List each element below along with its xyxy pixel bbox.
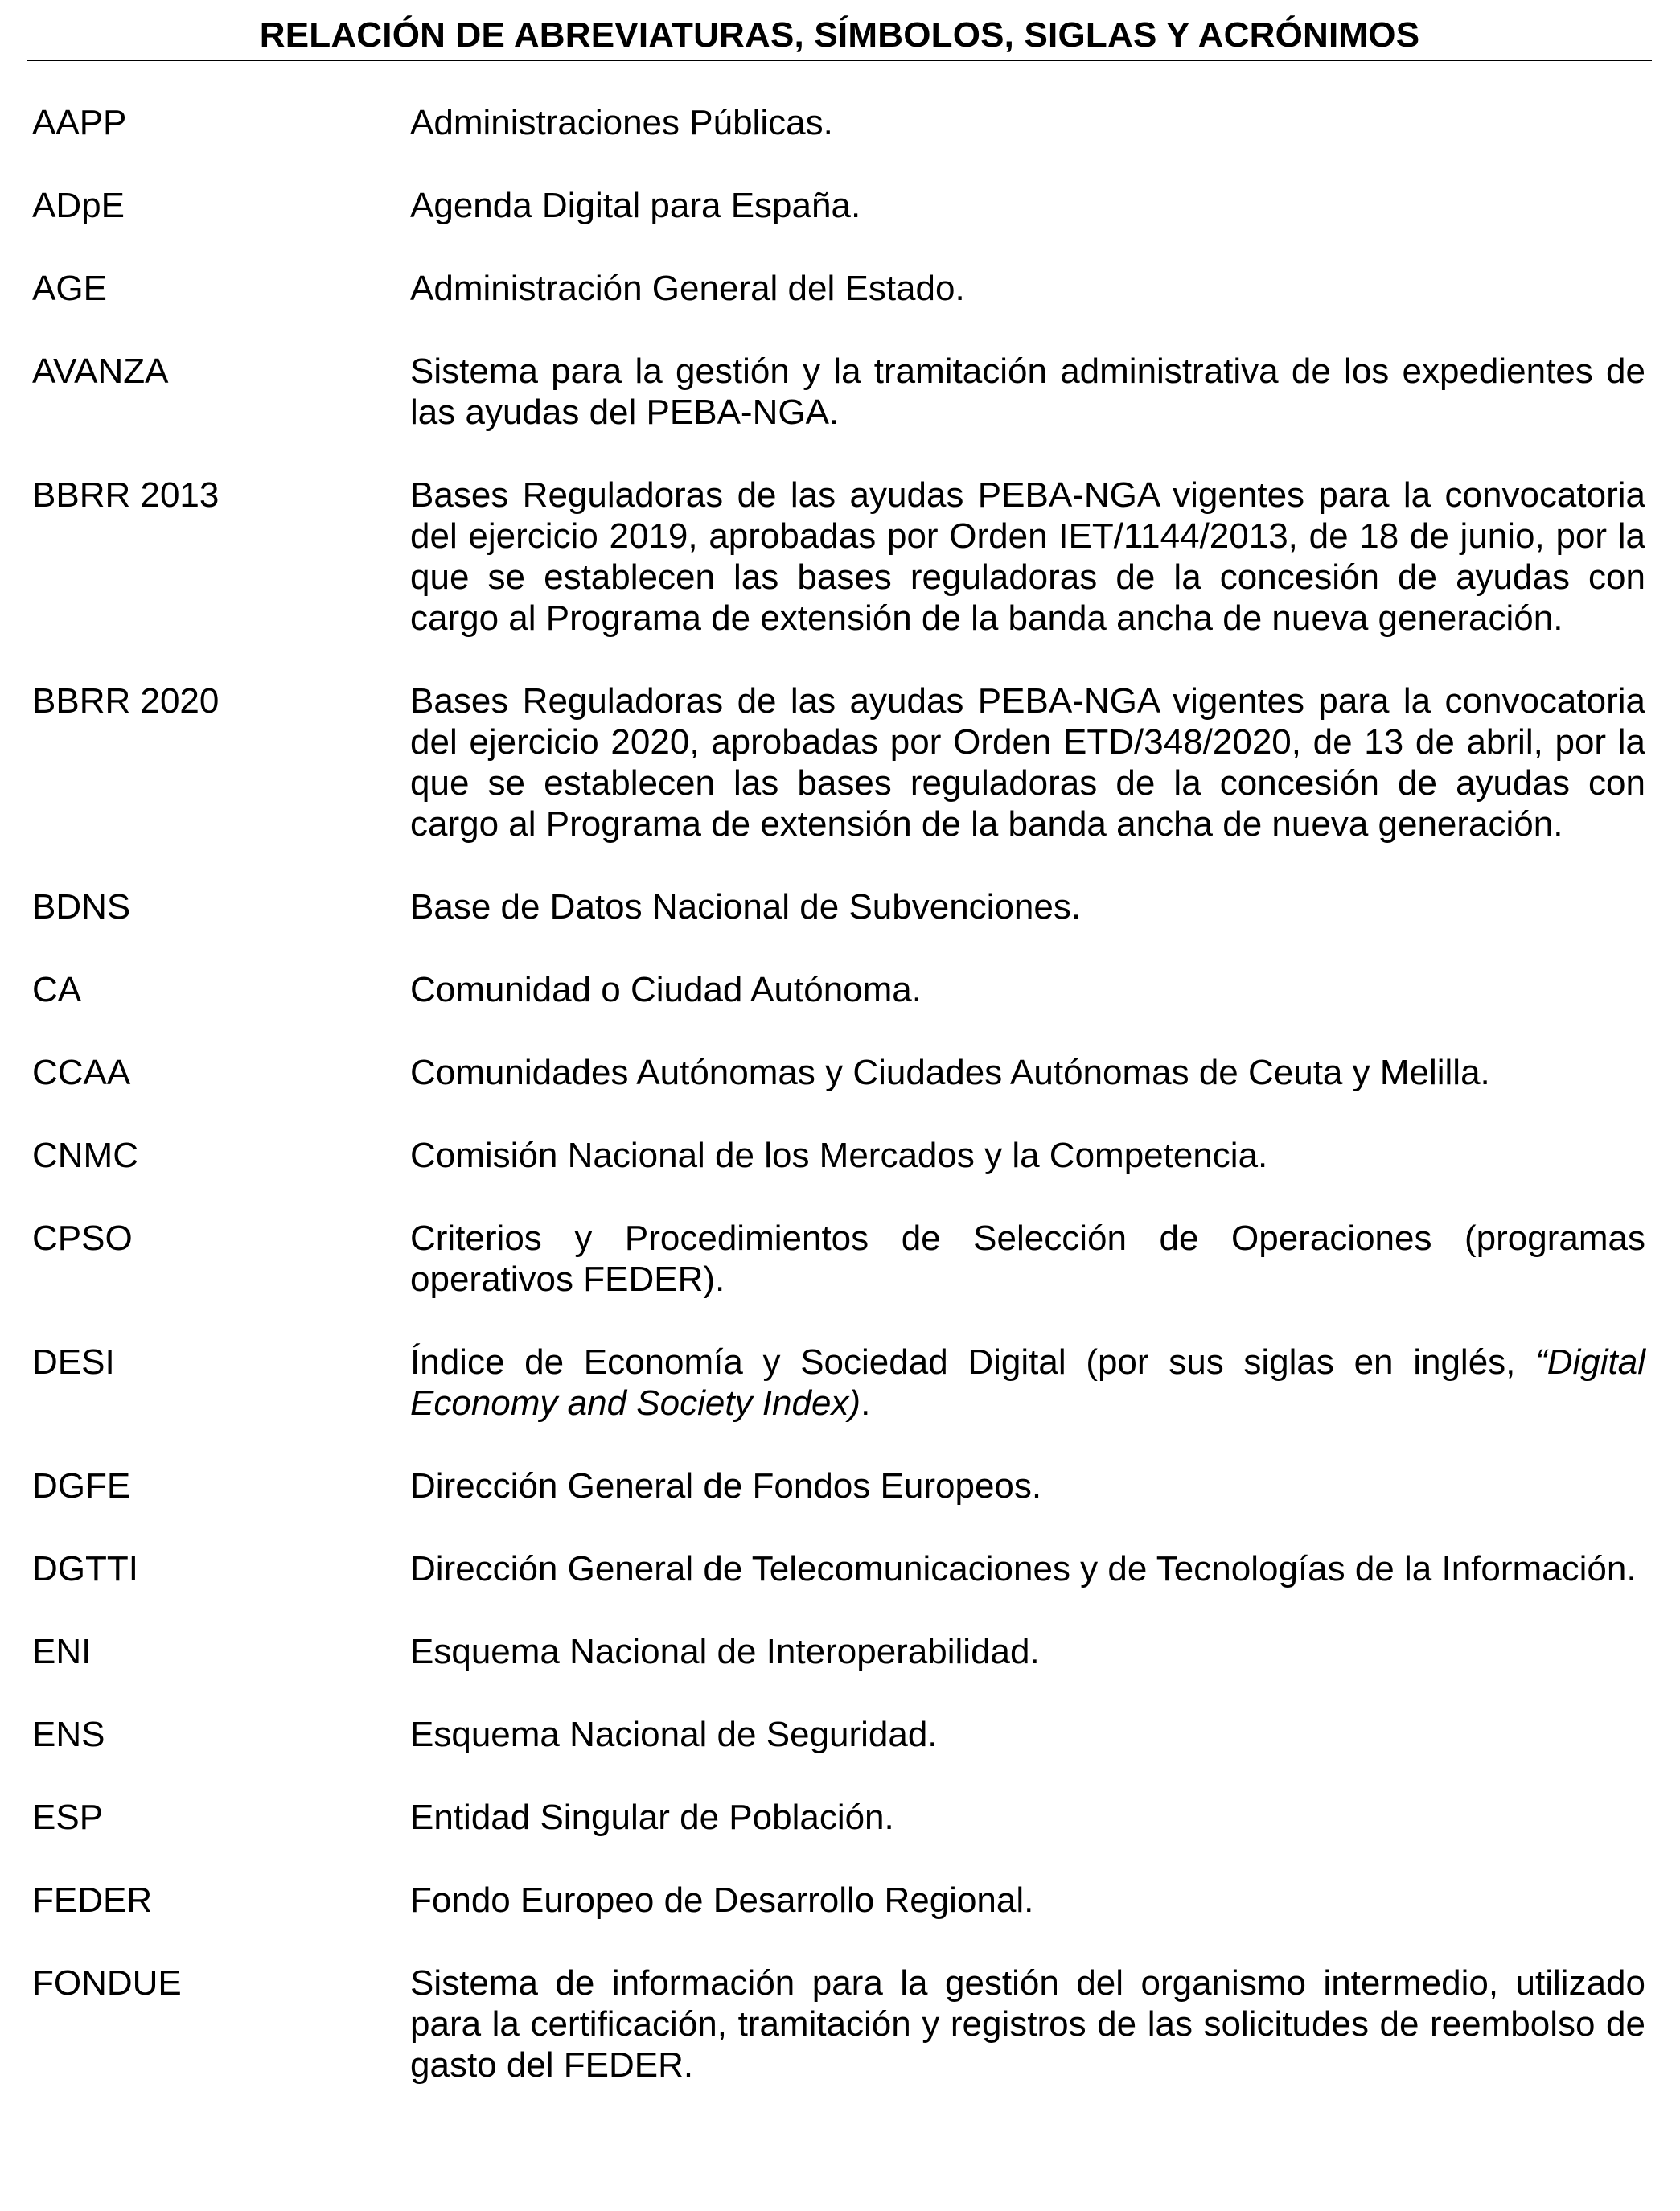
abbreviation-definition: Esquema Nacional de Seguridad. <box>410 1715 938 1754</box>
list-item <box>27 1135 1652 1176</box>
abbreviation-term: FEDER <box>32 1880 153 1920</box>
abbreviation-term: FONDUE <box>32 1963 182 2003</box>
list-item <box>27 886 1652 927</box>
abbreviation-definition: Comisión Nacional de los Mercados y la Competencia. <box>410 1136 1268 1175</box>
abbreviation-term: AAPP <box>32 103 127 142</box>
abbreviation-definition: Administración General del Estado. <box>410 269 965 308</box>
list-item <box>27 1218 1652 1300</box>
page-title: RELACIÓN DE ABREVIATURAS, SÍMBOLOS, SIGLAS Y ACRÓNIMOS <box>259 15 1420 55</box>
abbreviation-definition <box>410 1342 1645 1424</box>
abbreviation-term: CNMC <box>32 1136 138 1175</box>
list-item <box>27 1797 1652 1838</box>
definition-text: Índice de Economía y Sociedad Digital (por sus siglas en inglés, <box>410 1342 1536 1382</box>
list-item <box>27 1342 1652 1424</box>
list-item <box>27 1962 1652 2086</box>
list-item <box>27 268 1652 309</box>
abbreviation-definition: Bases Reguladoras de las ayudas PEBA-NGA vigentes para la convocatoria del ejercicio 2020, aprobadas por Orden ETD/348/2020, de 13 de abril, por la que se establecen las bases reguladoras de la concesión de ayudas con cargo al Programa de extensión de la banda ancha de nueva generación. <box>410 681 1645 844</box>
abbreviation-definition: Dirección General de Fondos Europeos. <box>410 1466 1042 1506</box>
abbreviation-definition: Entidad Singular de Población. <box>410 1798 894 1837</box>
abbreviation-term: DGFE <box>32 1466 131 1506</box>
abbreviation-term: BBRR 2020 <box>32 681 220 721</box>
abbreviation-term: ESP <box>32 1798 104 1837</box>
definition-italic-text: “Digital Economy and Society Index) <box>410 1342 1645 1423</box>
abbreviation-definition: Dirección General de Telecomunicaciones y de Tecnologías de la Información. <box>410 1549 1637 1588</box>
abbreviation-term: AGE <box>32 269 107 308</box>
abbreviation-list <box>27 102 1652 2086</box>
abbreviation-term: AVANZA <box>32 351 169 391</box>
abbreviation-definition: Criterios y Procedimientos de Selección de Operaciones (programas operativos FEDER). <box>410 1219 1645 1299</box>
abbreviation-term: ENS <box>32 1715 105 1754</box>
definition-end: . <box>861 1383 871 1423</box>
abbreviation-term: ENI <box>32 1632 92 1671</box>
list-item <box>27 185 1652 226</box>
list-item <box>27 1465 1652 1506</box>
abbreviation-term: BDNS <box>32 887 131 927</box>
abbreviation-definition: Sistema de información para la gestión del organismo intermedio, utilizado para la certificación, tramitación y registros de las solicitudes de reembolso de gasto del FEDER. <box>410 1963 1645 2085</box>
abbreviation-definition: Administraciones Públicas. <box>410 103 833 142</box>
abbreviation-definition: Comunidad o Ciudad Autónoma. <box>410 970 922 1009</box>
list-item <box>27 475 1652 639</box>
abbreviation-term: DESI <box>32 1342 115 1382</box>
abbreviation-definition: Sistema para la gestión y la tramitación administrativa de los expedientes de las ayudas del PEBA-NGA. <box>410 351 1645 432</box>
abbreviation-term: CCAA <box>32 1053 131 1092</box>
list-item <box>27 969 1652 1010</box>
list-item <box>27 1714 1652 1755</box>
abbreviation-definition: Bases Reguladoras de las ayudas PEBA-NGA vigentes para la convocatoria del ejercicio 2019, aprobadas por Orden IET/1144/2013, de 18 de junio, por la que se establecen las bases reguladoras de la concesión de ayudas con cargo al Programa de extensión de la banda ancha de nueva generación. <box>410 475 1645 638</box>
abbreviation-definition: Fondo Europeo de Desarrollo Regional. <box>410 1880 1034 1920</box>
abbreviation-definition: Base de Datos Nacional de Subvenciones. <box>410 887 1082 927</box>
abbreviation-definition: Agenda Digital para España. <box>410 186 861 225</box>
document-page <box>27 0 1652 2127</box>
abbreviation-definition: Comunidades Autónomas y Ciudades Autónomas de Ceuta y Melilla. <box>410 1053 1490 1092</box>
title-divider <box>27 60 1652 61</box>
list-item <box>27 680 1652 845</box>
list-item <box>27 1052 1652 1093</box>
abbreviation-term: BBRR 2013 <box>32 475 220 515</box>
list-item <box>27 351 1652 433</box>
list-item <box>27 1631 1652 1672</box>
list-item <box>27 1880 1652 1921</box>
abbreviation-term: ADpE <box>32 186 125 225</box>
abbreviation-term: DGTTI <box>32 1549 138 1588</box>
abbreviation-term: CA <box>32 970 82 1009</box>
abbreviation-definition: Esquema Nacional de Interoperabilidad. <box>410 1632 1040 1671</box>
abbreviation-term: CPSO <box>32 1219 133 1258</box>
list-item <box>27 102 1652 143</box>
list-item <box>27 1548 1652 1589</box>
